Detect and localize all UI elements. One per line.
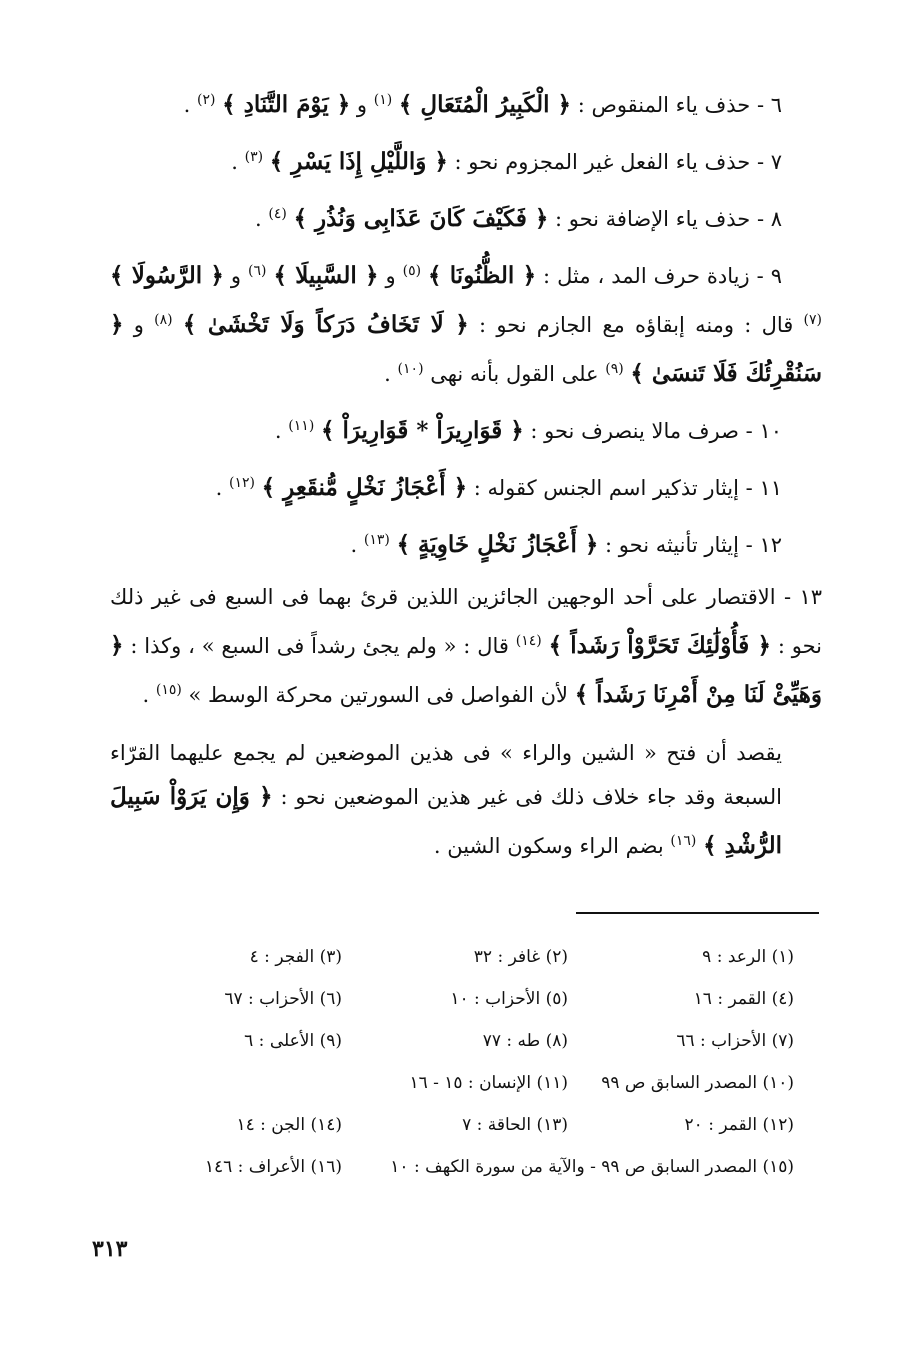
conjunction: و xyxy=(133,313,144,337)
quran-quote: ﴿ سَنُقْرِئُكَ فَلَا تَنسَىٰ ﴾ xyxy=(110,311,822,387)
item-text: إيثار تذكير اسم الجنس كقوله : xyxy=(473,476,739,500)
quran-quote: ﴿ السَّبِيلَا ﴾ xyxy=(273,262,379,289)
conjunction: و xyxy=(385,264,396,288)
period: . xyxy=(274,419,282,443)
item-text: صرف مالا ينصرف نحو : xyxy=(530,419,739,443)
commentary-paragraph xyxy=(110,731,822,868)
footnote: (١٣) الحاقة : ٧ xyxy=(462,1115,568,1135)
quran-quote: ﴿ فَكَيْفَ كَانَ عَذَابِى وَنُذُرِ ﴾ xyxy=(293,205,549,232)
conjunction: و xyxy=(356,93,368,117)
period: . xyxy=(215,476,223,500)
item-text: زيادة حرف المد ، مثل : xyxy=(543,264,750,288)
quran-quote: ﴿ وَإِن يَرَوْاْ سَبِيلَ الرُّشْدِ ﴾ xyxy=(110,783,782,859)
conjunction: و xyxy=(230,264,242,288)
footnote: (٥) الأحزاب : ١٠ xyxy=(450,989,568,1009)
main-text xyxy=(110,78,822,868)
paragraph-text: يقصد أن فتح « الشين والراء » فى هذين الموضعين لم يجمع عليهما القرّاء السبعة وقد جاء خلاف ذلك فى غير هذين الموضعين نحو : xyxy=(110,741,783,809)
item-text: حذف ياء المنقوص : xyxy=(577,93,751,117)
footnote-row xyxy=(114,978,794,1020)
page-number: ٣١٣ xyxy=(92,1236,128,1262)
quran-quote: ﴿ فَأُوْلَٰئِكَ تَحَرَّوْاْ رَشَداً ﴾ xyxy=(548,632,771,659)
footnote-row xyxy=(114,1062,794,1104)
footnote: (١١) الإنسان : ١٥ - ١٦ xyxy=(409,1073,568,1093)
footnote: (١٠) المصدر السابق ص ٩٩ xyxy=(601,1073,794,1093)
footnote: (١) الرعد : ٩ xyxy=(702,947,794,967)
footnote: (٦) الأحزاب : ٦٧ xyxy=(224,989,342,1009)
footnote: (١٥) المصدر السابق ص ٩٩ - والآية من سورة الكهف : ١٠ xyxy=(390,1157,794,1177)
item-text: قال : « ولم يجئ رشداً فى السبع » ، وكذا : xyxy=(130,634,509,658)
quran-quote: ﴿ أَعْجَازُ نَخْلٍ خَاوِيَةٍ ﴾ xyxy=(396,531,599,558)
footnote-ref: (١) xyxy=(373,92,393,108)
period: . xyxy=(231,150,238,174)
item-number: ١٣ xyxy=(799,585,822,609)
footnote-divider xyxy=(576,912,819,914)
period: . xyxy=(255,207,262,231)
item-text: قال : ومنه إبقاؤه مع الجازم نحو : xyxy=(479,313,794,337)
item-number: ١٠ xyxy=(759,419,782,443)
item-10: ١٠ - صرف مالا ينصرف نحو : ﴿ قَوَارِيرَاْ * قَوَارِيرَاْ ﴾ $^{(١١)}$ . xyxy=(274,417,782,444)
footnote-ref: (٧) xyxy=(803,312,822,328)
item-9: ٩ - زيادة حرف المد ، مثل : ﴿ الظُّنُونَا ﴾ $^{(٥)}$ و ﴿ السَّبِيلَا ﴾ $^{(٦)}$ و ﴿ الرَّسُولَا ﴾ $^{(٧)}$ قال : ومنه إبقاؤه مع الجازم نحو : ﴿ لَا تَخَافُ دَرَكاً وَلَا تَخْشَىٰ ﴾ $^{(٨)}$ و ﴿ سَنُقْرِئُكَ فَلَا تَنسَىٰ ﴾ $^{(٩)}$ على القول بأنه نهى $^{(١٠)}$ . xyxy=(110,262,822,387)
footnote-ref: (٨) xyxy=(154,312,173,328)
quran-quote: ﴿ يَوْمَ التَّنَادِ ﴾ xyxy=(222,91,351,118)
footnotes xyxy=(114,936,794,1188)
footnote-ref: (١٢) xyxy=(228,475,255,491)
footnote-row xyxy=(114,1020,794,1062)
footnote-row xyxy=(114,1146,794,1188)
item-text: على القول بأنه نهى xyxy=(430,362,599,386)
item-text: إيثار تأنيثه نحو : xyxy=(605,533,739,557)
item-13: ١٣ - الاقتصار على أحد الوجهين الجائزين اللذين قرئ بهما فى السبع فى غير ذلك نحو : ﴿ فَأُوْلَٰئِكَ تَحَرَّوْاْ رَشَداً ﴾ $^{(١٤)}$ قال : « ولم يجئ رشداً فى السبع » ، وكذا : ﴿ وَهَيِّئْ لَنَا مِنْ أَمْرِنَا رَشَداً ﴾ لأن الفواصل فى السورتين محركة الوسط » $^{(١٥)}$ . xyxy=(110,585,822,708)
footnote: (٩) الأعلى : ٦ xyxy=(244,1031,342,1051)
quran-quote: ﴿ وَهَيِّئْ لَنَا مِنْ أَمْرِنَا رَشَداً ﴾ xyxy=(110,632,822,708)
footnote: (١٤) الجن : ١٤ xyxy=(236,1115,342,1135)
item-text: حذف ياء الفعل غير المجزوم نحو : xyxy=(454,150,751,174)
period: . xyxy=(384,362,391,386)
item-number: ٧ xyxy=(770,150,782,174)
footnote-row xyxy=(114,1104,794,1146)
footnote: (١٢) القمر : ٢٠ xyxy=(684,1115,794,1135)
footnote-ref: (٦) xyxy=(248,263,267,279)
footnote: (٤) القمر : ١٦ xyxy=(693,989,794,1009)
footnote-ref: (١١) xyxy=(288,418,315,434)
item-12: ١٢ - إيثار تأنيثه نحو : ﴿ أَعْجَازُ نَخْلٍ خَاوِيَةٍ ﴾ $^{(١٣)}$ . xyxy=(350,531,782,558)
footnote-ref: (٩) xyxy=(605,361,624,377)
quran-quote: ﴿ وَاللَّيْلِ إِذَا يَسْرِ ﴾ xyxy=(269,148,448,175)
footnote-ref: (١٥) xyxy=(155,682,182,698)
period: . xyxy=(183,93,191,117)
footnote: (١٦) الأعراف : ١٤٦ xyxy=(204,1157,342,1177)
footnote-ref: (٢) xyxy=(197,92,216,108)
item-number: ١١ xyxy=(759,476,782,500)
footnote-row xyxy=(114,936,794,978)
footnote-ref: (٥) xyxy=(402,263,422,279)
footnote-ref: (٣) xyxy=(244,149,264,165)
footnote-ref: (١٦) xyxy=(670,833,697,849)
item-number: ١٢ xyxy=(759,533,782,557)
quran-quote: ﴿ أَعْجَازُ نَخْلٍ مُّنقَعِرٍ ﴾ xyxy=(261,474,468,501)
quran-quote: ﴿ قَوَارِيرَاْ * قَوَارِيرَاْ ﴾ xyxy=(320,417,524,444)
quran-quote: ﴿ الظُّنُونَا ﴾ xyxy=(428,262,537,289)
item-11: ١١ - إيثار تذكير اسم الجنس كقوله : ﴿ أَعْجَازُ نَخْلٍ مُّنقَعِرٍ ﴾ $^{(١٢)}$ . xyxy=(215,474,782,501)
item-number: ٨ xyxy=(770,207,782,231)
item-text: حذف ياء الإضافة نحو : xyxy=(555,207,751,231)
item-text: لأن الفواصل فى السورتين محركة الوسط » xyxy=(188,683,569,707)
item-7: ٧ - حذف ياء الفعل غير المجزوم نحو : ﴿ وَاللَّيْلِ إِذَا يَسْرِ ﴾ $^{(٣)}$ . xyxy=(231,148,782,175)
item-8: ٨ - حذف ياء الإضافة نحو : ﴿ فَكَيْفَ كَانَ عَذَابِى وَنُذُرِ ﴾ $^{(٤)}$ . xyxy=(255,205,782,232)
footnote: (٧) الأحزاب : ٦٦ xyxy=(676,1031,794,1051)
footnote-ref: (١٤) xyxy=(515,633,542,649)
quran-quote: ﴿ الرَّسُولَا ﴾ xyxy=(110,262,224,289)
period: . xyxy=(350,533,358,557)
footnote: (٨) طه : ٧٧ xyxy=(482,1031,568,1051)
footnote-ref: (١٣) xyxy=(363,532,390,548)
footnote: (٣) الفجر : ٤ xyxy=(249,947,342,967)
item-number: ٦ xyxy=(770,93,782,117)
quran-quote: ﴿ الْكَبِيرُ الْمُتَعَالِ ﴾ xyxy=(398,91,571,118)
item-text: الاقتصار على أحد الوجهين الجائزين اللذين قرئ بهما فى السبع فى غير ذلك نحو : xyxy=(110,585,822,658)
quran-quote: ﴿ لَا تَخَافُ دَرَكاً وَلَا تَخْشَىٰ ﴾ xyxy=(182,311,469,338)
period: . xyxy=(142,683,150,707)
item-number: ٩ xyxy=(770,264,782,288)
item-6: ٦ - حذف ياء المنقوص : ﴿ الْكَبِيرُ الْمُتَعَالِ ﴾ $^{(١)}$ و ﴿ يَوْمَ التَّنَادِ ﴾ $^{(٢)}$ . xyxy=(183,91,782,118)
paragraph-text: بضم الراء وسكون الشين . xyxy=(433,834,664,858)
footnote: (٢) غافر : ٣٢ xyxy=(473,947,568,967)
footnote-ref: (١٠) xyxy=(397,361,424,377)
footnote-ref: (٤) xyxy=(268,206,287,222)
